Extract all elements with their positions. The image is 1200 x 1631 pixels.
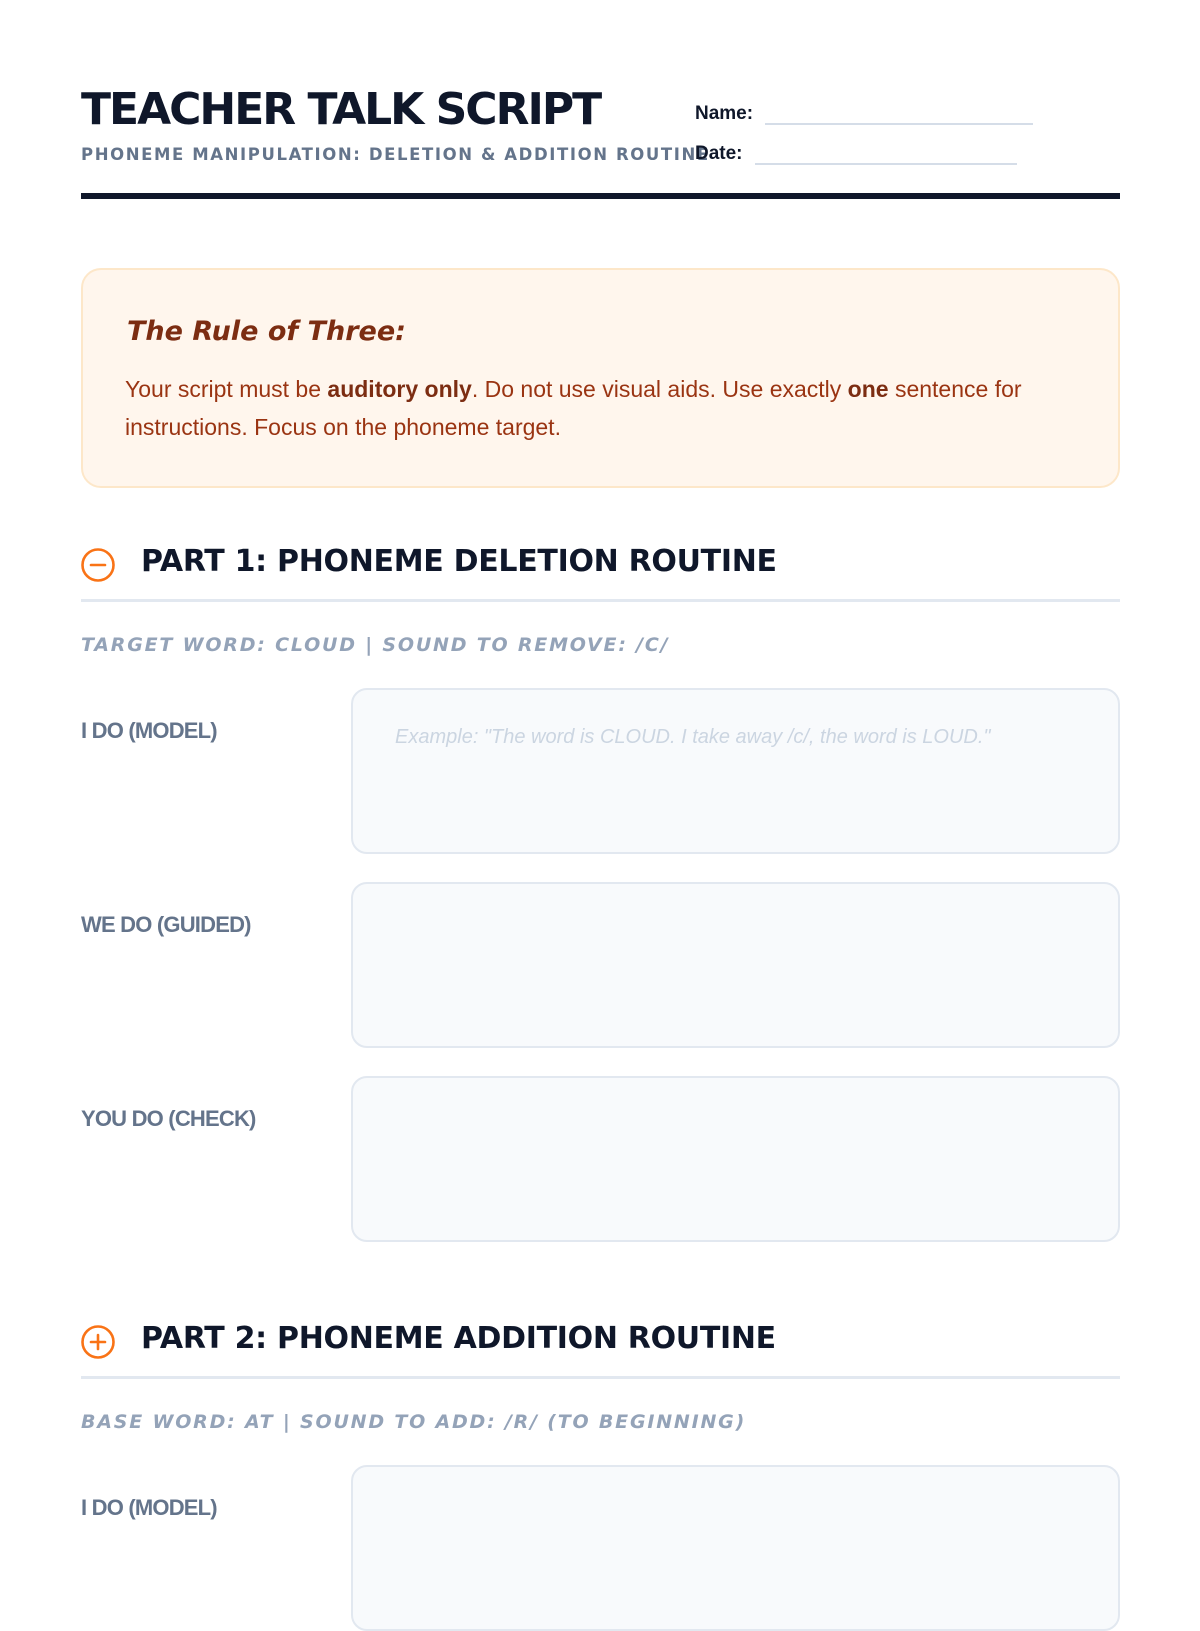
part1-model-input[interactable] [351,688,1120,854]
rule-text-part: sentence for instructions. Focus on the phoneme target. [125,376,1022,440]
name-label: Name: [695,103,754,124]
rule-callout [81,268,1120,488]
page-title: TEACHER TALK SCRIPT [81,84,601,135]
part2-header [81,1313,1120,1381]
name-field[interactable] [695,99,1033,125]
date-label: Date: [695,143,743,164]
part1-guided-input[interactable] [351,882,1120,1048]
rule-text-part: . Do not use visual aids. Use exactly [471,376,848,402]
part1-divider [81,599,1120,602]
rule-title: The Rule of Three: [127,316,406,347]
part1-step-label-check: YOU DO (CHECK) [81,1106,256,1131]
part2-step-label-model: I DO (MODEL) [81,1495,217,1520]
part1-step-label-guided: WE DO (GUIDED) [81,912,251,937]
part2-target: BASE WORD: AT | SOUND TO ADD: /R/ (TO BEGINNING) [81,1411,747,1433]
date-line[interactable] [755,139,1017,165]
name-line[interactable] [765,99,1033,125]
part2-divider [81,1376,1120,1379]
part1-target: TARGET WORD: CLOUD | SOUND TO REMOVE: /C/ [81,634,670,656]
rule-text-part: Your script must be [125,376,328,402]
minus-circle-icon [81,548,115,582]
part1-title: PART 1: PHONEME DELETION ROUTINE [141,544,777,579]
header-divider [81,193,1120,199]
part2-model-input[interactable] [351,1465,1120,1631]
date-field[interactable] [695,139,1017,165]
page-subtitle: PHONEME MANIPULATION: DELETION & ADDITION ROUTINE [81,145,710,164]
part1-check-input[interactable] [351,1076,1120,1242]
rule-text [125,370,1075,446]
plus-circle-icon [81,1325,115,1359]
part1-header [81,536,1120,604]
rule-emphasis-one: one [847,376,889,402]
rule-emphasis-auditory: auditory only [327,376,472,402]
part2-title: PART 2: PHONEME ADDITION ROUTINE [141,1321,776,1356]
part1-step-label-model: I DO (MODEL) [81,718,217,743]
